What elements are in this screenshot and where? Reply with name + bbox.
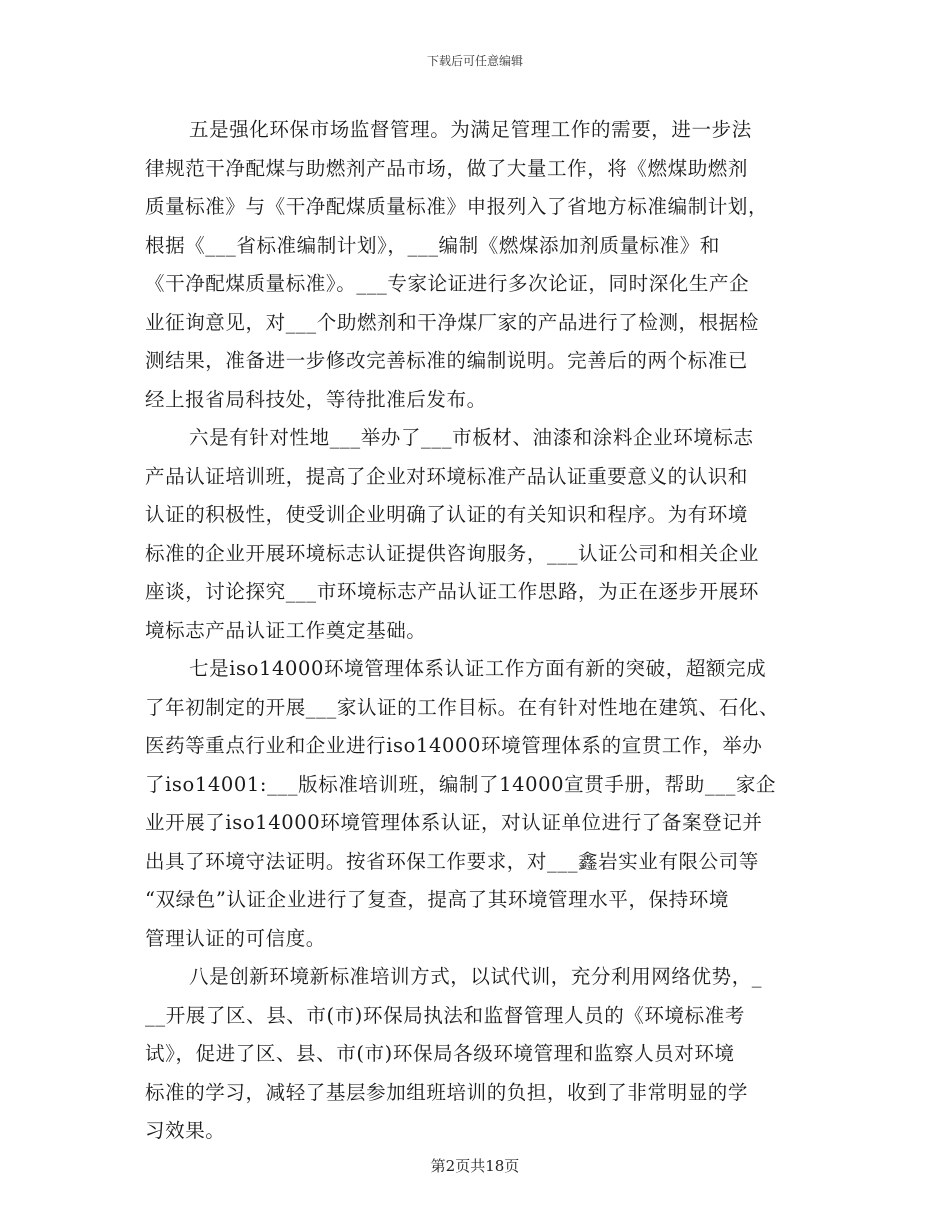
text-line: 了年初制定的开展___家认证的工作目标。在有针对性地在建筑、石化、 — [145, 695, 780, 719]
text-line: 五是强化环保市场监督管理。为满足管理工作的需要，进一步法 — [189, 118, 752, 141]
text-line: 六是有针对性地___举办了___市板材、油漆和涂料企业环境标志 — [189, 426, 754, 449]
text-line: 认证的积极性，使受训企业明确了认证的有关知识和程序。为有环境 — [145, 503, 749, 526]
page-header: 下载后可任意编辑 — [426, 54, 523, 68]
text-line: 根据《___省标准编制计划》，___编制《燃煤添加剂质量标准》和 — [145, 233, 720, 257]
text-line: 境标志产品认证工作奠定基础。 — [145, 618, 427, 642]
text-line: 质量标准》与《干净配煤质量标准》申报列入了省地方标准编制计划， — [145, 195, 769, 218]
text-line: 了iso14001:___版标准培训班，编制了14000宣贯手册，帮助___家企 — [145, 772, 777, 796]
page-number: 第2页共18页 — [430, 1157, 520, 1175]
text-line: 出具了环境守法证明。按省环保工作要求，对___鑫岩实业有限公司等 — [145, 849, 759, 873]
text-line: 习效果。 — [145, 1119, 226, 1142]
text-line: 试》，促进了区、县、市(市)环保局各级环境管理和监察人员对环境 — [145, 1042, 735, 1065]
text-line: 业开展了iso14000环境管理体系认证，对认证单位进行了备案登记并 — [145, 811, 763, 834]
text-line: 八是创新环境新标准培训方式，以试代训，充分利用网络优势，_ — [189, 965, 763, 988]
paragraph-6 — [145, 419, 805, 650]
text-line: 《干净配煤质量标准》。___专家论证进行多次论证，同时深化生产企 — [145, 272, 750, 295]
text-line: 管理认证的可信度。 — [145, 926, 326, 950]
text-line: 律规范干净配煤与助燃剂产品市场，做了大量工作，将《燃煤助燃剂 — [145, 156, 749, 180]
text-line: 业征询意见，对___个助燃剂和干净煤厂家的产品进行了检测，根据检 — [145, 310, 759, 334]
text-line: 经上报省局科技处，等待批准后发布。 — [145, 387, 487, 411]
text-line: __开展了区、县、市(市)环保局执法和监督管理人员的《环境标准考 — [145, 1003, 745, 1027]
text-line: 产品认证培训班，提高了企业对环境标准产品认证重要意义的认识和 — [145, 464, 749, 488]
text-line: “双绿色”认证企业进行了复查，提高了其环境管理水平，保持环境 — [145, 888, 729, 911]
text-line: 测结果，准备进一步修改完善标准的编制说明。完善后的两个标准已 — [145, 349, 749, 372]
text-line: 七是iso14000环境管理体系认证工作方面有新的突破，超额完成 — [189, 657, 767, 680]
paragraph-7 — [145, 650, 805, 958]
paragraph-5 — [145, 111, 805, 419]
text-line: 标准的企业开展环境标志认证提供咨询服务，___认证公司和相关企业 — [145, 541, 759, 565]
paragraph-8 — [145, 958, 805, 1151]
text-line: 标准的学习，减轻了基层参加组班培训的负担，收到了非常明显的学 — [145, 1080, 749, 1104]
text-line: 医药等重点行业和企业进行iso14000环境管理体系的宣贯工作，举办 — [145, 734, 763, 757]
text-line: 座谈，讨论探究___市环境标志产品认证工作思路，为正在逐步开展环 — [145, 580, 759, 603]
document-body — [145, 111, 805, 1151]
